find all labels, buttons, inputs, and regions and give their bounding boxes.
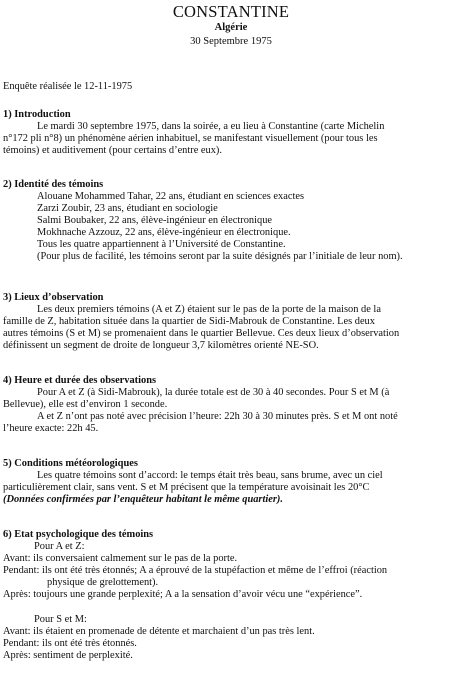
section-lieux xyxy=(3,292,455,352)
paragraph-line: l’heure exacte: 22h 45. xyxy=(3,423,99,434)
section-meteo xyxy=(3,458,455,506)
document-date: 30 Septembre 1975 xyxy=(190,36,272,47)
section-heure xyxy=(3,375,455,435)
witness-line: Salmi Boubaker, 22 ans, élève-ingénieur en électronique xyxy=(37,215,273,226)
enquete-date: Enquête réalisée le 12-11-1975 xyxy=(3,81,133,92)
paragraph-line: témoins) et auditivement (pour certains d’entre eux). xyxy=(3,145,222,156)
section-psychologique xyxy=(3,529,455,662)
section-heading: 1) Introduction xyxy=(3,109,71,120)
state-line: Avant: ils étaient en promenade de détente et marchaient d’un pas très lent. xyxy=(3,626,315,637)
paragraph-line: Les deux premiers témoins (A et Z) étaient sur le pas de la porte de la maison de la xyxy=(37,304,381,315)
group-label: Pour A et Z: xyxy=(34,541,85,552)
document-country: Algérie xyxy=(214,22,248,33)
state-line: Pendant: ils ont été très étonnés; A a éprouvé de la stupéfaction et même de l’effroi (réaction xyxy=(3,565,388,576)
state-line: Pendant: ils ont été très étonnés. xyxy=(3,638,137,649)
section-introduction xyxy=(3,109,455,157)
witness-line: Mokhnache Azzouz, 22 ans, élève-ingénieur en électronique. xyxy=(37,227,291,238)
state-line: Après: sentiment de perplexité. xyxy=(3,650,133,661)
state-line: Après: toujours une grande perplexité; A a la sensation d’avoir vécu une “expérience”. xyxy=(3,589,363,600)
witness-line: (Pour plus de facilité, les témoins seront par la suite désignés par l’initiale de leur nom). xyxy=(37,251,403,262)
paragraph-line: particulièrement clair, sans vent. S et M précisent que la température avoisinait les 20°C xyxy=(3,482,370,493)
state-line: physique de grelottement). xyxy=(47,577,159,588)
paragraph-line: A et Z n’ont pas noté avec précision l’heure: 22h 30 à 30 minutes près. S et M ont noté xyxy=(37,411,398,422)
paragraph-line-italic: (Données confirmées par l’enquêteur habitant le même quartier). xyxy=(3,494,283,505)
section-heading: 2) Identité des témoins xyxy=(3,179,104,190)
section-temoins xyxy=(3,179,455,263)
witness-line: Zarzi Zoubir, 23 ans, étudiant en sociologie xyxy=(37,203,218,214)
spacer xyxy=(3,601,455,614)
paragraph-line: Le mardi 30 septembre 1975, dans la soirée, a eu lieu à Constantine (carte Michelin xyxy=(37,121,385,132)
section-heading: 6) Etat psychologique des témoins xyxy=(3,529,154,540)
paragraph-line: n°172 pli n°8) un phénomène aérien inhabituel, se manifestant visuellement (pour tous les xyxy=(3,133,378,144)
paragraph-line: Pour A et Z (à Sidi-Mabrouk), la durée totale est de 30 à 40 secondes. Pour S et M (à xyxy=(37,387,390,398)
paragraph-line: Bellevue), elle est d’environ 1 seconde. xyxy=(3,399,168,410)
group-label: Pour S et M: xyxy=(34,614,87,625)
section-heading: 5) Conditions météorologiques xyxy=(3,458,138,469)
state-line: Avant: ils conversaient calmement sur le pas de la porte. xyxy=(3,553,238,564)
paragraph-line: définissent un segment de droite de longueur 3,7 kilomètres orienté NE-SO. xyxy=(3,340,319,351)
document-title: CONSTANTINE xyxy=(172,2,290,21)
section-heading: 3) Lieux d’observation xyxy=(3,292,104,303)
section-heading: 4) Heure et durée des observations xyxy=(3,375,157,386)
paragraph-line: famille de Z, habitation située dans la quartier de Sidi-Mabrouk de Constantine. Les deux xyxy=(3,316,375,327)
witness-line: Tous les quatre appartiennent à l’Université de Constantine. xyxy=(37,239,286,250)
paragraph-line: autres témoins (S et M) se promenaient dans le quartier Bellevue. Ces deux lieux d’observation xyxy=(3,328,400,339)
witness-line: Alouane Mohammed Tahar, 22 ans, étudiant en sciences exactes xyxy=(37,191,304,202)
paragraph-line: Les quatre témoins sont d’accord: le temps était très beau, sans brume, avec un ciel xyxy=(37,470,383,481)
